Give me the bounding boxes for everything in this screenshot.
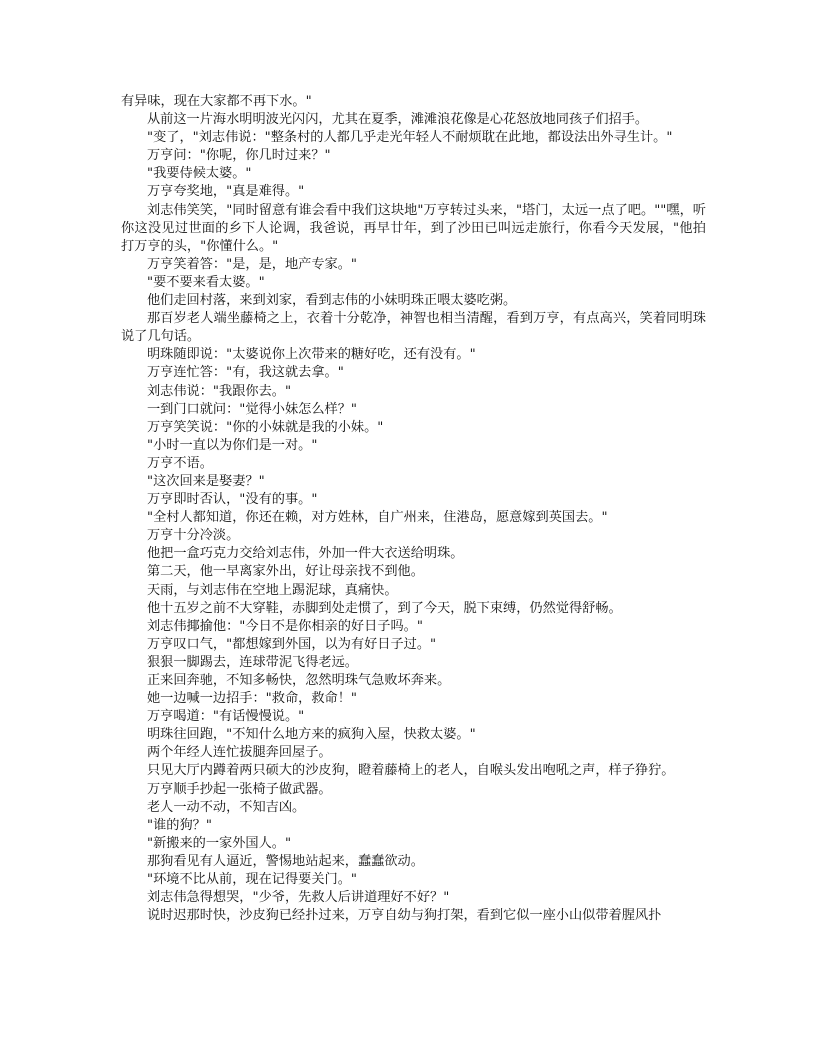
paragraph: 说时迟那时快，沙皮狗已经扑过来，万亨自幼与狗打架，看到它似一座小山似带着腥风扑 xyxy=(147,908,662,924)
paragraph: 正来回奔驰，不知多畅快，忽然明珠气急败坏奔来。 xyxy=(147,673,451,688)
paragraph: 明珠随即说："太婆说你上次带来的糖好吃，还有没有。" xyxy=(147,347,476,363)
paragraph: 万亨夸奖地，"真是难得。" xyxy=(147,184,305,200)
paragraph: 狠狠一脚踢去，连球带泥飞得老远。 xyxy=(147,654,358,670)
paragraph: "全村人都知道，你还在赖，对方姓林，自广州来，住港岛，愿意嫁到英国去。" xyxy=(147,510,608,526)
paragraph: 一到门口就问："觉得小妹怎么样？" xyxy=(147,401,357,417)
paragraph: 第二天，他一早离家外出，好让母亲找不到他。 xyxy=(147,564,424,580)
paragraph: "要不要来看太婆。" xyxy=(147,274,265,290)
paragraph: 那百岁老人端坐藤椅之上，衣着十分乾净，神智也相当清醒，看到万亨，有点高兴，笑着同明珠说了几句话。 xyxy=(121,311,706,345)
paragraph: 刘志伟笑笑，"同时留意有谁会看中我们这块地"万亨转过头来，"塔门，太远一点了吧。""嘿，听你这没见过世面的乡下人论调，我爸说，再早廿年，到了沙田已叫远走旅行，你看今天发展，"他拍打万亨的头，"你懂什么。" xyxy=(121,202,706,254)
paragraph: 刘志伟揶揄他："今日不是你相亲的好日子吗。" xyxy=(147,618,423,634)
paragraph: 万亨顺手抄起一张椅子做武器。 xyxy=(147,781,332,797)
paragraph: 万亨即时否认，"没有的事。" xyxy=(147,492,318,508)
paragraph: "谁的狗？" xyxy=(147,817,212,833)
paragraph: 万亨十分冷淡。 xyxy=(147,528,240,544)
paragraph: 万亨喝道："有话慢慢说。" xyxy=(147,709,305,725)
paragraph: 万亨不语。 xyxy=(147,455,213,471)
paragraph: 刘志伟急得想哭，"少爷，先救人后讲道理好不好？" xyxy=(147,890,450,906)
paragraph: 老人一动不动，不知吉凶。 xyxy=(147,799,306,815)
paragraph: 只见大厅内蹲着两只硕大的沙皮狗，瞪着藤椅上的老人，自喉头发出咆吼之声，样子狰狞。 xyxy=(147,763,675,779)
paragraph: 她一边喊一边招手："救命，救命！" xyxy=(147,691,357,707)
paragraph: 有异味，现在大家都不再下水。" xyxy=(121,94,312,109)
paragraph: 他们走回村落，来到刘家，看到志伟的小妹明珠正喂太婆吃粥。 xyxy=(147,293,517,309)
paragraph: 从前这一片海水明明波光闪闪，尤其在夏季，滩滩浪花像是心花怒放地同孩子们招手。 xyxy=(147,112,649,128)
paragraph: 那狗看见有人逼近，警惕地站起来，蠢蠢欲动。 xyxy=(147,853,424,869)
paragraph: "我要侍候太婆。" xyxy=(147,166,252,182)
paragraph: 万亨叹口气，"都想嫁到外国，以为有好日子过。" xyxy=(147,636,437,652)
paragraph: 万亨笑笑说："你的小妹就是我的小妹。" xyxy=(147,419,384,435)
paragraph: "这次回来是娶妻？" xyxy=(147,473,265,489)
paragraph: 他把一盒巧克力交给刘志伟，外加一件大衣送给明珠。 xyxy=(147,546,464,562)
paragraph: 天雨，与刘志伟在空地上踢泥球，真痛快。 xyxy=(147,582,398,598)
body-text xyxy=(121,93,706,925)
paragraph: "变了，"刘志伟说："整条村的人都几乎走光年轻人不耐烦耽在此地，都设法出外寻生计。" xyxy=(147,130,673,146)
paragraph: "小时一直以为你们是一对。" xyxy=(147,437,318,453)
paragraph: 万亨问："你呢，你几时过来？" xyxy=(147,148,331,164)
paragraph: 万亨笑着答："是，是，地产专家。" xyxy=(147,256,357,272)
paragraph: 刘志伟说："我跟你去。" xyxy=(147,383,292,399)
paragraph: 明珠往回跑，"不知什么地方来的疯狗入屋，快救太婆。" xyxy=(147,727,476,743)
paragraph: "新搬来的一家外国人。" xyxy=(147,835,292,851)
paragraph: "环境不比从前，现在记得要关门。" xyxy=(147,872,357,888)
paragraph: 他十五岁之前不大穿鞋，赤脚到处走惯了，到了今天，脱下束缚，仍然觉得舒畅。 xyxy=(147,600,622,616)
paragraph: 两个年经人连忙拔腿奔回屋子。 xyxy=(147,745,332,761)
paragraph: 万亨连忙答："有，我这就去拿。" xyxy=(147,365,344,381)
